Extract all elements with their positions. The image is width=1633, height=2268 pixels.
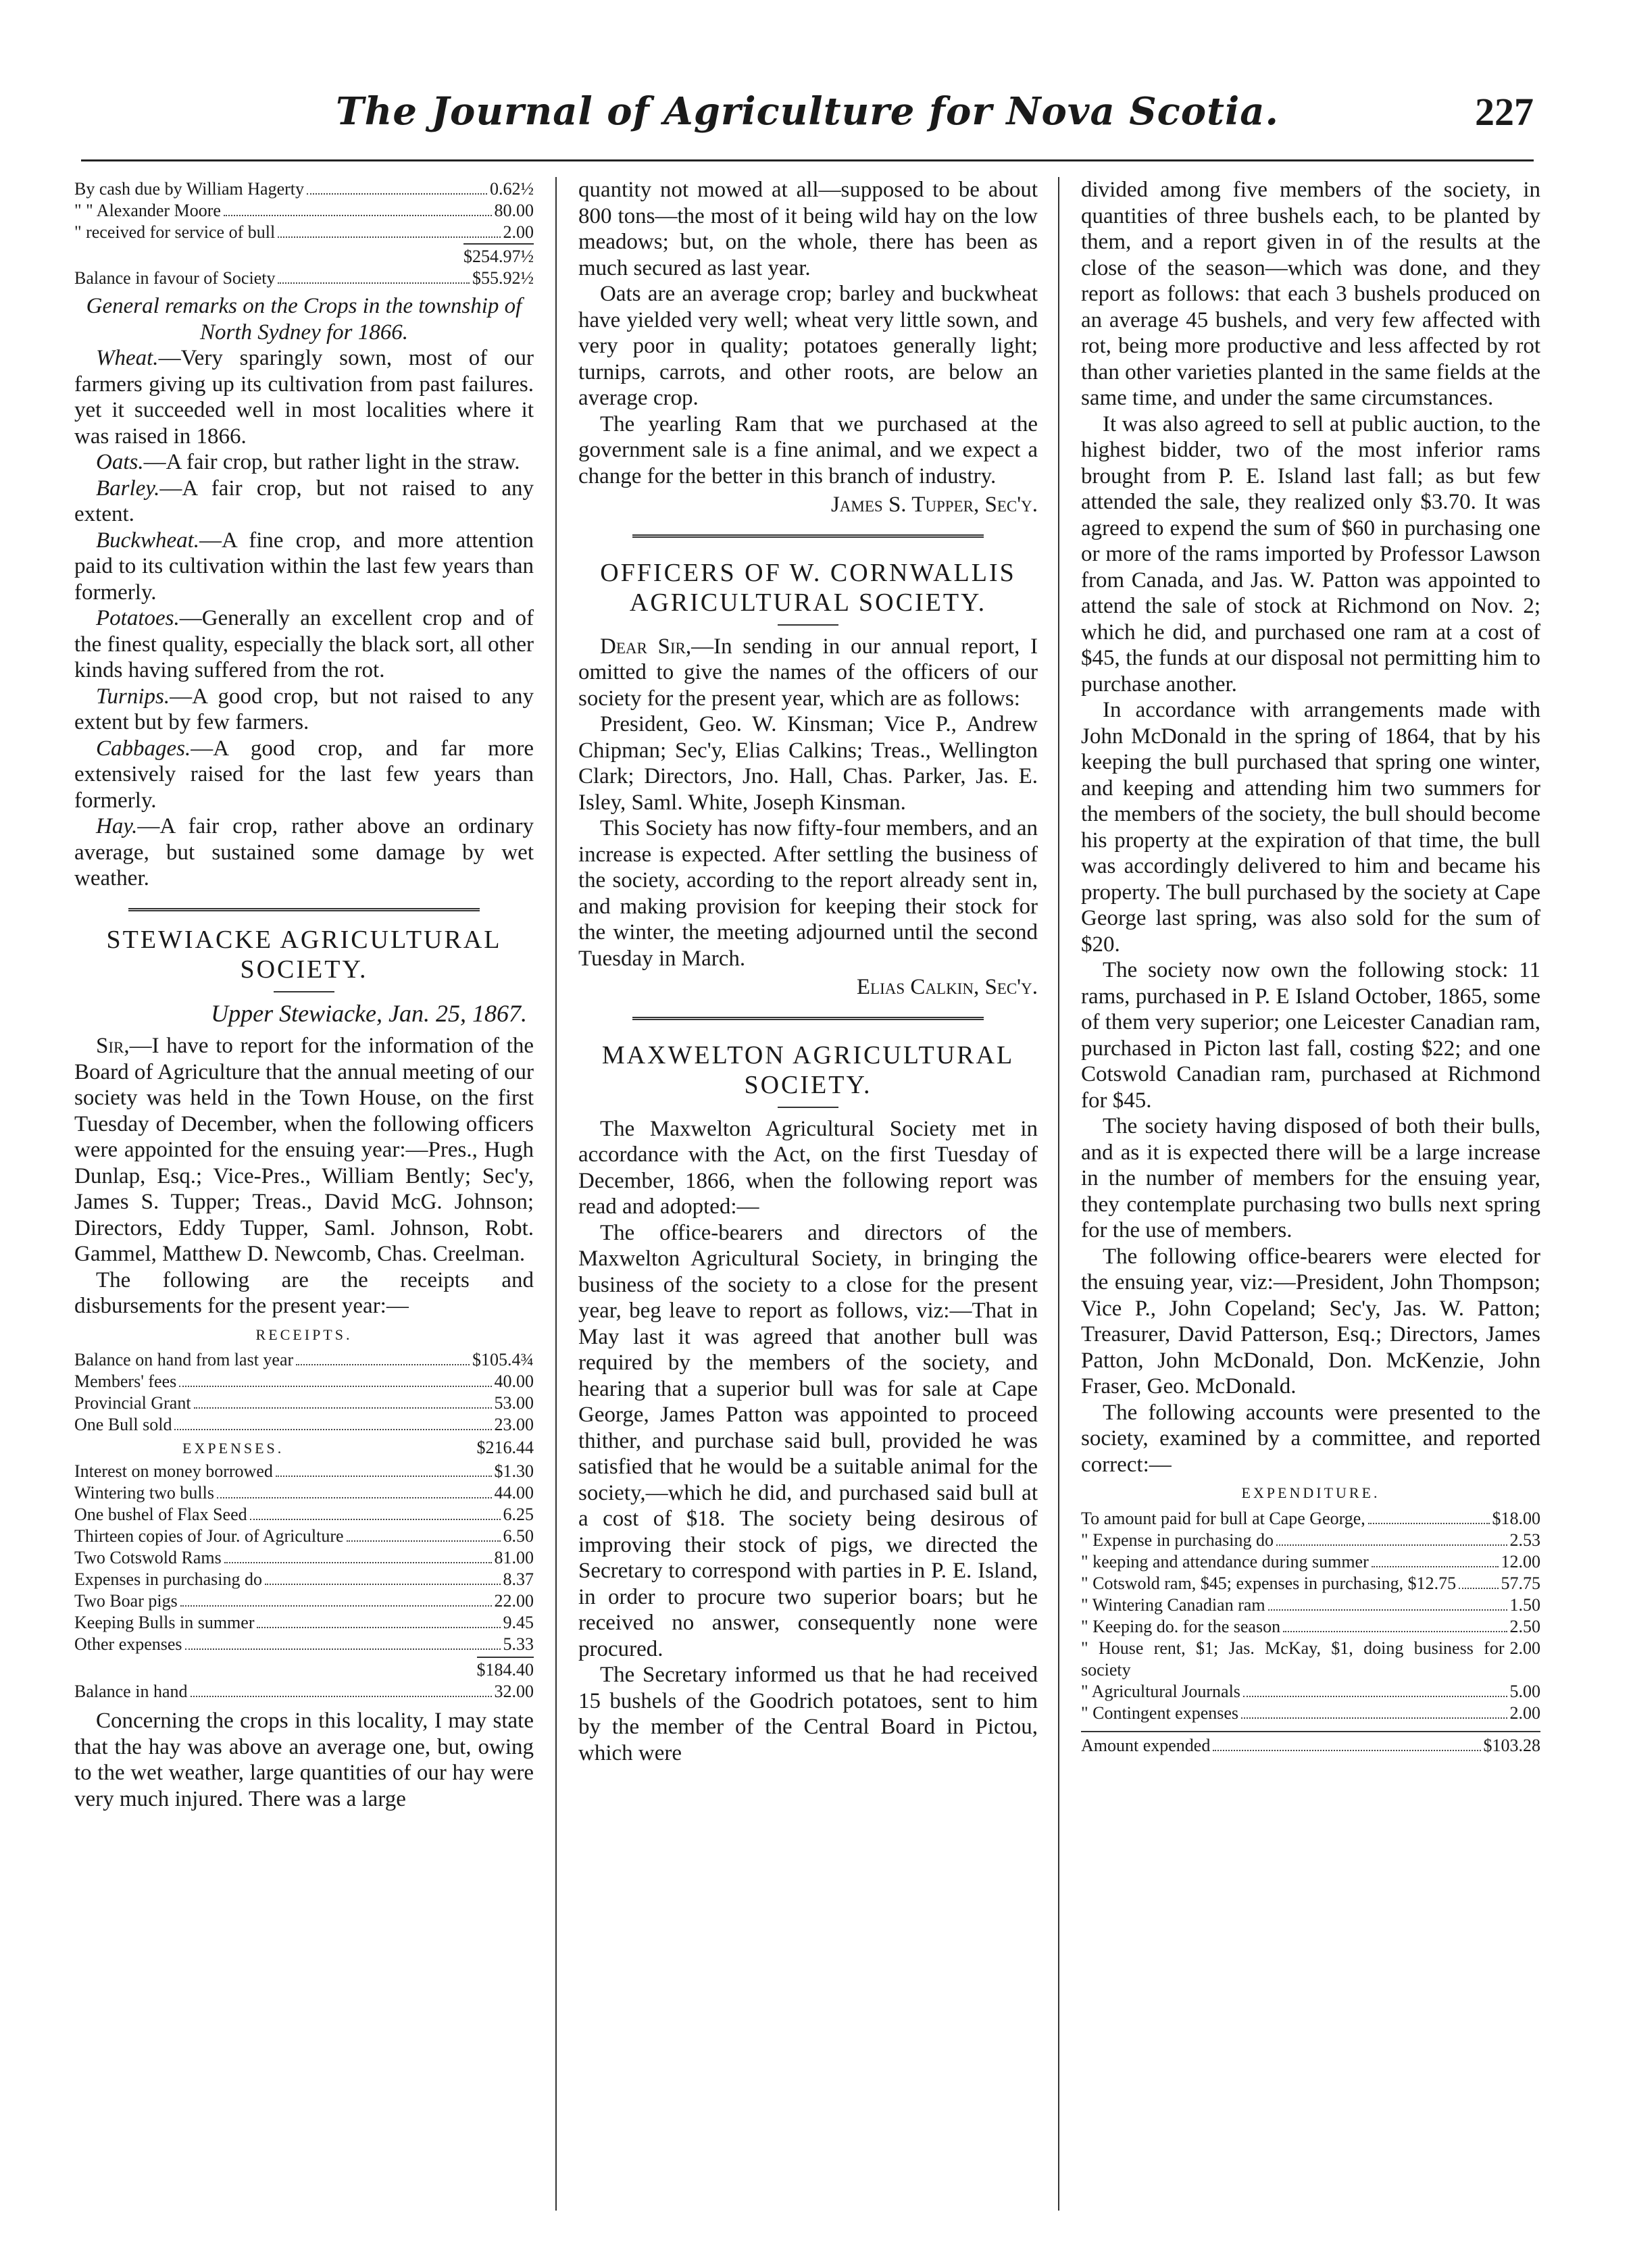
- balance-value: $55.92½: [472, 268, 534, 288]
- account-row-value: 22.00: [494, 1591, 534, 1611]
- account-row-value: 5.33: [503, 1634, 534, 1654]
- account-row-label: " Keeping do. for the season: [1081, 1616, 1281, 1636]
- account-row: [74, 1590, 534, 1612]
- section-rule: [632, 1017, 984, 1020]
- account-row-value: 2.50: [1509, 1616, 1540, 1636]
- account-row-label: " Wintering Canadian ram: [1081, 1594, 1265, 1615]
- crop-name: Cabbages.: [96, 736, 191, 761]
- bull-paragraph: In accordance with arrangements made with John McDonald in the spring of 1864, that by his keeping the bull purchased that spring one winter, and keeping and attending him two summers for the members of the society, the bull should become his property at the expiration of that time, the bull was accordingly delivered to him and became his property. The bull purchased by the society at Cape George last spring, was also sold for the sum of $20.: [1081, 698, 1540, 957]
- account-row: [74, 1504, 534, 1526]
- maxwelton-paragraph-1: The Maxwelton Agricultural Society met in accordance with the Act, on the first Tuesday of December, 1866, when the following report was read and adopted:—: [578, 1116, 1038, 1219]
- account-row-label: Two Cotswold Rams: [74, 1548, 222, 1567]
- account-row-value: 81.00: [494, 1548, 534, 1567]
- account-row-label: " Expense in purchasing do: [1081, 1530, 1274, 1550]
- receipts-heading: RECEIPTS.: [255, 1326, 353, 1343]
- crop-name: Potatoes.: [96, 606, 180, 630]
- balance-label: Balance in hand: [74, 1682, 188, 1701]
- account-row-value: 80.00: [494, 201, 534, 220]
- account-row: [1081, 1594, 1540, 1616]
- stewiacke-dateline: Upper Stewiacke, Jan. 25, 1867.: [211, 999, 527, 1027]
- account-row-label: " Cotswold ram, $45; expenses in purchasing, $12.75: [1081, 1573, 1457, 1593]
- account-row: [1081, 1681, 1540, 1703]
- account-row-label: One Bull sold: [74, 1415, 172, 1434]
- account-row-value: 8.37: [503, 1569, 534, 1589]
- crop-entry: Buckwheat.—A fine crop, and more attention paid to its cultivation within the last few years than formerly.: [74, 528, 534, 605]
- expenses-total: $184.40: [477, 1657, 534, 1681]
- account-row-value: $105.4¾: [472, 1350, 534, 1369]
- crops-paragraph: Oats are an average crop; barley and buckwheat have yielded very well; wheat very little sown, and very poor in quality; potatoes generally light; turnips, carrots, and other roots, are below an average crop.: [578, 282, 1038, 410]
- accounts-paragraph: The following accounts were presented to the society, examined by a committee, and reported correct:—: [1081, 1400, 1540, 1477]
- account-row-value: 0.62½: [490, 179, 534, 199]
- receipts-table: [74, 1349, 534, 1436]
- account-row: [74, 1371, 534, 1392]
- stewiacke-paragraph-2: The following are the receipts and disbursements for the present year:—: [74, 1267, 534, 1318]
- page-header: [81, 89, 1534, 157]
- receipts-total: $216.44: [476, 1438, 534, 1457]
- amount-expended-row: [1081, 1731, 1540, 1757]
- account-row-value: 23.00: [494, 1415, 534, 1434]
- salutation: Sir,: [96, 1034, 130, 1058]
- cornwallis-heading: OFFICERS OF W. CORNWALLIS AGRICULTURAL SOCIETY.: [600, 558, 1016, 617]
- amount-label: Amount expended: [1081, 1735, 1211, 1755]
- crop-entry: Cabbages.—A good crop, and far more extensively raised for the last few years than formerly.: [74, 736, 534, 813]
- crop-name: Oats.: [96, 450, 144, 474]
- account-row: [1081, 1551, 1540, 1573]
- account-row-label: Members' fees: [74, 1371, 177, 1391]
- signature-calkin: Elias Calkin, Sec'y.: [856, 975, 1038, 999]
- salutation: Dear Sir,: [600, 634, 692, 659]
- account-row-value: 9.45: [503, 1613, 534, 1632]
- column-rule-2: [1058, 177, 1059, 2211]
- office-bearers-paragraph: The following office-bearers were elected for the ensuing year, viz:—President, John Thompson; Vice P., John Copeland; Sec'y, Jas. W. Patton; Treasurer, David Patterson, Esq.; Directors, James Patton, John McDonald, Don. McKenzie, John Fraser, Geo. McDonald.: [1081, 1244, 1540, 1398]
- account-row-label: To amount paid for bull at Cape George,: [1081, 1508, 1365, 1528]
- account-row: [74, 1461, 534, 1482]
- account-row-value: 6.50: [503, 1526, 534, 1546]
- page-number: 227: [1475, 90, 1534, 134]
- amount-value: $103.28: [1483, 1735, 1540, 1755]
- maxwelton-heading: MAXWELTON AGRICULTURAL SOCIETY.: [601, 1040, 1015, 1099]
- crops-heading: General remarks on the Crops in the township of North Sydney for 1866.: [86, 294, 522, 345]
- account-row-value: 40.00: [494, 1371, 534, 1391]
- column-2: [578, 177, 1038, 1766]
- column-rule-1: [555, 177, 557, 2211]
- account-row-label: Keeping Bulls in summer: [74, 1613, 255, 1632]
- balance-label: Balance in favour of Society: [74, 268, 276, 288]
- account-row: [74, 1569, 534, 1590]
- journal-title: The Journal of Agriculture for Nova Scotia.: [335, 89, 1280, 134]
- account-row: [74, 1547, 534, 1569]
- sub-rule: [274, 991, 334, 992]
- signature-tupper: James S. Tupper, Sec'y.: [830, 493, 1038, 517]
- account-row-label: By cash due by William Hagerty: [74, 179, 305, 199]
- account-row: [74, 1482, 534, 1504]
- expenditure-table: [1081, 1508, 1540, 1724]
- stewiacke-paragraph-3: Concerning the crops in this locality, I may state that the hay was above an average one, but, owing to the wet weather, large quantities of our hay were very much injured. There was a large: [74, 1709, 534, 1811]
- continued-paragraph: divided among five members of the society, in quantities of three bushels each, to be planted by them, and a report given in of the results at the close of the season—which was done, and they report as follows: that each 3 bushels produced on an average 45 bushels, and very few affected with rot, being more productive and less affected by rot than other varieties planted in the same fields at the same time, and under the same circumstances.: [1081, 178, 1540, 410]
- account-row: [74, 1414, 534, 1436]
- account-total: $254.97½: [463, 243, 534, 268]
- maxwelton-paragraph-3: The Secretary informed us that he had received 15 bushels of the Goodrich potatoes, sent to him by the member of the Central Board in Pictou, which were: [578, 1663, 1038, 1765]
- crop-entry: Hay.—A fair crop, rather above an ordinary average, but sustained some damage by wet weather.: [74, 814, 534, 890]
- ram-paragraph: The yearling Ram that we purchased at the government sale is a fine animal, and we expect a change for the better in this branch of industry.: [578, 411, 1038, 488]
- crops-list: [74, 345, 534, 892]
- bulls-paragraph: The society having disposed of both their bulls, and as it is expected there will be a large increase in the number of members for the ensuing year, they contemplate purchasing two bulls next spring for the use of members.: [1081, 1114, 1540, 1242]
- stock-paragraph: The society now own the following stock: 11 rams, purchased in P. E Island October, 1865, some of them very superior; one Leicester Canadian ram, purchased in Picton last fall, costing $22; and one Cotswold Canadian ram, purchased at Richmond for $45.: [1081, 958, 1540, 1113]
- crop-entry: Potatoes.—Generally an excellent crop and of the finest quality, especially the black sort, all other kinds having suffered from the rot.: [74, 606, 534, 682]
- cornwallis-officers: President, Geo. W. Kinsman; Vice P., Andrew Chipman; Sec'y, Elias Calkins; Treas., Wellington Clark; Directors, Jno. Hall, Chas. Parker, Jas. E. Isley, Saml. White, Joseph Kinsman.: [578, 712, 1038, 815]
- section-rule: [128, 908, 480, 911]
- column-1: [74, 177, 534, 1812]
- account-row-label: Other expenses: [74, 1634, 182, 1654]
- crop-name: Wheat.: [96, 346, 159, 370]
- receipts-total-row: [74, 1437, 534, 1459]
- sub-rule: [778, 624, 838, 626]
- account-row-label: " keeping and attendance during summer: [1081, 1551, 1369, 1571]
- crop-name: Barley.: [96, 476, 160, 501]
- crop-entry: Barley.—A fair crop, but not raised to any extent.: [74, 476, 534, 526]
- account-row-value: 1.50: [1509, 1594, 1540, 1615]
- account-row-label: " " Alexander Moore: [74, 201, 221, 220]
- account-row: [74, 1612, 534, 1634]
- account-row: [1081, 1530, 1540, 1551]
- account-row: [74, 178, 534, 200]
- sub-rule: [778, 1107, 838, 1108]
- column-3: [1081, 177, 1540, 1758]
- crop-entry: Wheat.—Very sparingly sown, most of our farmers giving up its cultivation from past failures. yet it succeeded well in most localities where it was raised in 1866.: [74, 346, 534, 449]
- account-row: [74, 222, 534, 243]
- account-row-label: Balance on hand from last year: [74, 1350, 294, 1369]
- account-row: [74, 1634, 534, 1655]
- account-row-value: 2.53: [1509, 1530, 1540, 1550]
- account-row-value: 2.00: [1509, 1703, 1540, 1723]
- account-row-label: Expenses in purchasing do: [74, 1569, 263, 1589]
- expenses-heading: EXPENSES.: [182, 1440, 284, 1457]
- account-row: [1081, 1638, 1540, 1681]
- account-row-label: One bushel of Flax Seed: [74, 1505, 247, 1524]
- stewiacke-heading: STEWIACKE AGRICULTURAL SOCIETY.: [106, 925, 502, 984]
- maxwelton-paragraph-2: The office-bearers and directors of the Maxwelton Agricultural Society, in bringing the business of the society to a close for the present year, beg leave to report as follows, viz:—That in May last it was agreed that another bull was required by the members of the society, and hearing that a superior bull was for sale at Cape George, James Patton was appointed to proceed thither, and purchase said bull, provided he was satisfied that he would be a suitable animal for the society,—which he did, and purchased said bull at a cost of $18. The society being desirous of improving their stock of pigs, we directed the Secretary to correspond with parties in P. E. Island, in order to procure two superior boars; but he received no answer, consequently none were procured.: [578, 1220, 1038, 1661]
- account-row: [1081, 1703, 1540, 1724]
- expenditure-heading: EXPENDITURE.: [1241, 1484, 1380, 1501]
- balance-value: 32.00: [494, 1682, 534, 1701]
- north-sydney-account: [74, 178, 534, 289]
- account-row-label: " Agricultural Journals: [1081, 1681, 1240, 1701]
- account-row-value: 53.00: [494, 1393, 534, 1413]
- account-row-value: 5.00: [1509, 1681, 1540, 1701]
- account-row-value: 2.00: [503, 222, 534, 242]
- account-row-value: $1.30: [494, 1461, 534, 1481]
- account-row-value: $18.00: [1492, 1508, 1540, 1528]
- account-row: [74, 1526, 534, 1547]
- account-row: [1081, 1616, 1540, 1638]
- account-row-label: Wintering two bulls: [74, 1483, 214, 1503]
- account-row-value: 6.25: [503, 1505, 534, 1524]
- account-row-label: " House rent, $1; Jas. McKay, $1, doing business for society: [1081, 1638, 1505, 1680]
- account-row: [74, 200, 534, 222]
- crop-entry: Turnips.—A good crop, but not raised to any extent but by few farmers.: [74, 684, 534, 734]
- account-row: [1081, 1508, 1540, 1530]
- account-row-value: 12.00: [1501, 1551, 1540, 1571]
- account-row-label: Thirteen copies of Jour. of Agriculture: [74, 1526, 344, 1546]
- stewiacke-paragraph-1: Sir,—I have to report for the information of the Board of Agriculture that the annual meeting of our society was held in the Town House, on the first Tuesday of December, when the following officers were appointed for the ensuing year:—Pres., Hugh Dunlap, Esq.; Vice-Pres., William Bently; Sec'y, James S. Tupper; Treas., David McG. Johnson; Directors, Eddy Tupper, Saml. Johnson, Robt. Gammel, Matthew D. Newcomb, Chas. Creelman.: [74, 1034, 534, 1266]
- continued-paragraph: quantity not mowed at all—supposed to be about 800 tons—the most of it being wild hay on the low meadows; but, on the whole, there has been as much secured as last year.: [578, 178, 1038, 280]
- expenses-total-row: [74, 1657, 534, 1703]
- header-rule: [81, 159, 1534, 161]
- auction-paragraph: It was also agreed to sell at public auction, to the highest bidder, two of the most inferior rams brought from P. E. Island last fall; as but few attended the sale, they realized only $3.70. It was agreed to expend the sum of $60 in purchasing one or more of the rams imported by Professor Lawson from Canada, and Jas. W. Patton was appointed to attend the sale of stock at Richmond on Nov. 2; which he did, and purchased one ram at a cost of $45, the funds at our disposal not permitting him to purchase another.: [1081, 411, 1540, 697]
- expenses-table: [74, 1461, 534, 1655]
- section-rule: [632, 534, 984, 538]
- crop-entry: Oats.—A fair crop, but rather light in the straw.: [96, 450, 520, 474]
- cornwallis-paragraph-3: This Society has now fifty-four members, and an increase is expected. After settling the business of the society, according to the report already sent in, and making provision for keeping their stock for the winter, the meeting adjourned until the second Tuesday in March.: [578, 816, 1038, 971]
- account-row-label: " Contingent expenses: [1081, 1703, 1239, 1723]
- account-row-label: Two Boar pigs: [74, 1591, 178, 1611]
- crop-name: Turnips.: [96, 684, 170, 709]
- account-row-label: Provincial Grant: [74, 1393, 191, 1413]
- account-row-value: 44.00: [494, 1483, 534, 1503]
- crop-name: Buckwheat.: [96, 528, 200, 553]
- account-row: [1081, 1573, 1540, 1594]
- account-row: [74, 1392, 534, 1414]
- account-row-label: " received for service of bull: [74, 222, 276, 242]
- cornwallis-paragraph-1: Dear Sir,—In sending in our annual report, I omitted to give the names of the officers of our society for the present year, which are as follows:: [578, 634, 1038, 711]
- account-row-value: 2.00: [1509, 1638, 1540, 1658]
- account-row-label: Interest on money borrowed: [74, 1461, 273, 1481]
- account-row-value: 57.75: [1501, 1573, 1540, 1593]
- crop-name: Hay.: [96, 814, 138, 838]
- account-row: [74, 1349, 534, 1371]
